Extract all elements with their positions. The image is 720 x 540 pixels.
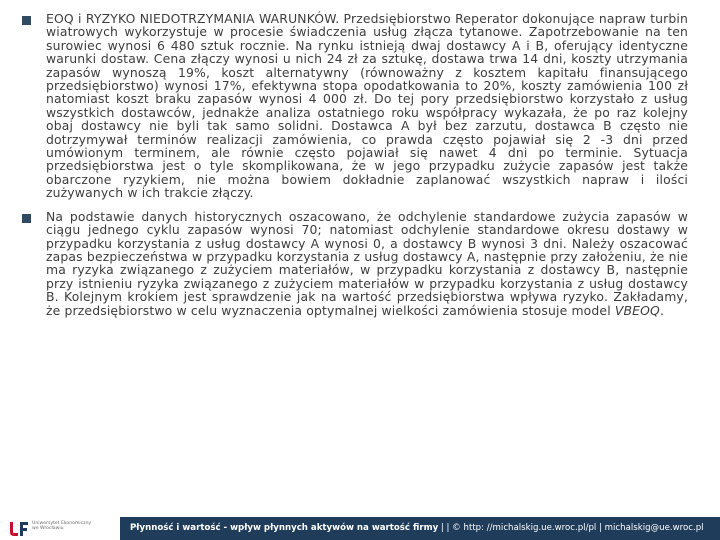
model-name: VBEOQ (614, 302, 660, 318)
logo-line-1: Uniwersytet Ekonomiczny (32, 521, 92, 526)
bullet-item-problem (22, 12, 688, 200)
footer-title: Płynność i wartość - wpływ płynnych aktywów na wartość firmy (130, 523, 439, 533)
bullet-text-problem: EOQ i RYZYKO NIEDOTRZYMANIA WARUNKÓW. Przedsiębiorstwo Reperator dokonujące napraw turbin wiatrowych wykorzystuje w procesie świadczenia usług złącza tytanowe. Zapotrzebowanie na ten surowiec wynosi 6 480 sztuk rocznie. Na rynku istnieją dwaj dostawcy A i B, oferujący identyczne warunki dostaw. Cena złączy wynosi u nich 24 zł za sztukę, dostawa trwa 14 dni, koszty utrzymania zapasów wynoszą 19%, koszt alternatywny (równoważny z kosztem kapitału finansującego przedsiębiorstwo) wynosi 17%, efektywna stopa opodatkowania to 20%, koszty zamówienia 100 zł natomiast koszt braku zapasów wynosi 4 000 zł. Do tej pory przedsiębiorstwo korzystało z usług wszystkich dostawców, jednakże analiza ostatniego roku współpracy wykazała, że po raz kolejny obaj dostawcy nie byli tak samo solidni. Dostawca A był bez zarzutu, dostawca B często nie dotrzymywał terminów realizacji zamówienia, co prawda często pojawiał się 2 -3 dni przed umówionym terminem, ale równie często pojawiał się nawet 4 dni po terminie. Sytuacja przedsiębiorstwa jest o tyle skomplikowana, że w jego przypadku zużycie zapasów jest także obarczone ryzykiem, nie można bowiem dokładnie zaplanować wszystkich napraw i ilości zużywanych w ich trakcie złączy. (46, 11, 688, 201)
footer-links: | | © http: //michalskig.ue.wroc.pl/pl | michalskig@ue.wroc.pl (438, 523, 704, 533)
bullet-item-task (22, 210, 688, 317)
task-text-end: . (659, 302, 665, 318)
task-text-main: Na podstawie danych historycznych oszacowano, że odchylenie standardowe zużycia zapasów w ciągu jednego cyklu zapasów wynosi 70; natomiast odchylenie standardowe okresu dostawy w przypadku korzystania z usług dostawcy A wynosi 0, a dostawcy B wynosi 3 dni. Należy oszacować zapas bezpieczeństwa w przypadku korzystania z usług dostawcy A, następnie przy założeniu, że nie ma ryzyka związanego z zużyciem materiałów, w przypadku korzystania z dostawcy B, następnie przy istnieniu ryzyka związanego z zużyciem materiałów w przypadku korzystania z usług dostawcy B. Kolejnym krokiem jest sprawdzenie jak na wartość przedsiębiorstwa wpływa ryzyko. Zakładamy, że przedsiębiorstwo w celu wyznaczenia optymalnej wielkości zamówienia stosuje model (46, 208, 688, 318)
university-logo-icon (8, 520, 30, 538)
slide-content (22, 12, 688, 327)
bullet-text-task (46, 210, 688, 317)
square-bullet-icon (22, 16, 31, 25)
university-logo (8, 520, 118, 538)
slide-footer (0, 517, 720, 540)
footer-text (130, 522, 710, 534)
square-bullet-icon (22, 214, 31, 223)
logo-line-2: we Wrocławiu (32, 526, 64, 532)
university-logo-text (32, 521, 91, 531)
